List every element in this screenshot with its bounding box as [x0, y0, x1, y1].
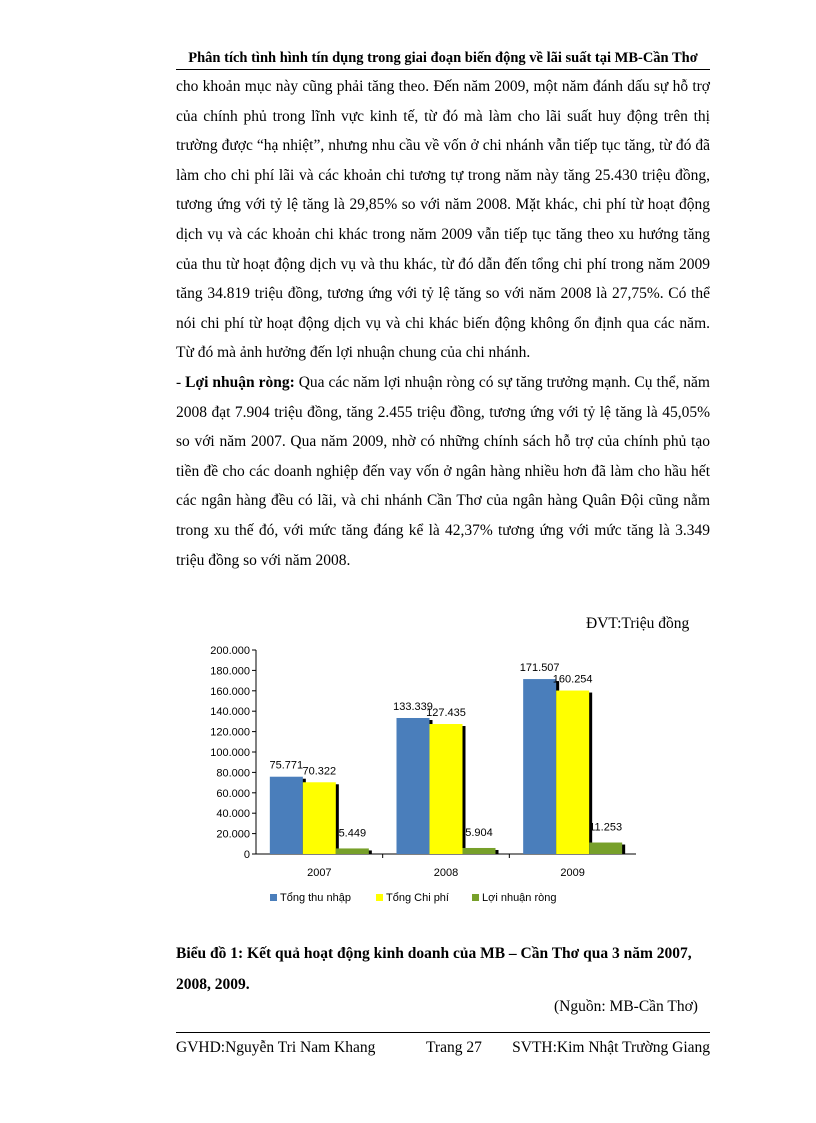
- y-tick-label: 0: [243, 849, 250, 861]
- caption-text: : Kết quả hoạt động kinh doanh của MB – Cần Thơ qua 3 năm 2007, 2008, 2009.: [176, 945, 692, 993]
- paragraph-1: cho khoản mục này cũng phải tăng theo. Đến năm 2009, một năm đánh dấu sự hỗ trợ của chính phủ trong lĩnh vực kinh tế, từ đó mà làm cho lãi suất huy động trên thị trường được “hạ nhiệt”, nhưng nhu cầu về vốn ở chi nhánh vẫn tiếp tục tăng, từ đó đã làm cho chi phí lãi và các khoản chi tương tự trong năm này tăng 25.430 triệu đồng, tương ứng với tỷ lệ tăng là 29,85% so với năm 2008. Mặt khác, chi phí từ hoạt động dịch vụ và các khoản chi khác trong năm 2009 vẫn tiếp tục tăng theo xu hướng tăng của thu từ hoạt động dịch vụ và thu khác, từ đó dẫn đến tổng chi phí trong năm 2009 tăng 34.819 triệu đồng, tương ứng với tỷ lệ tăng so với năm 2008 là 27,75%. Có thể nói chi phí từ hoạt động dịch vụ và chi khác biến động không ổn định qua các năm. Từ đó mà ảnh hưởng đến lợi nhuận chung của chi nhánh.: [176, 78, 710, 362]
- paragraph-2: [176, 368, 710, 575]
- x-tick-label: 2008: [433, 867, 459, 879]
- y-tick-label: 200.000: [210, 645, 250, 657]
- y-tick-label: 40.000: [216, 808, 250, 821]
- y-tick-label: 20.000: [216, 828, 250, 841]
- y-tick-label: 60.000: [216, 787, 250, 800]
- data-label: 127.435: [426, 707, 466, 720]
- data-label: 133.339: [393, 700, 433, 713]
- legend-swatch: [270, 894, 277, 901]
- page-header: [176, 50, 710, 70]
- legend-swatch: [376, 894, 383, 901]
- bar-total-income: [270, 777, 303, 854]
- x-tick-label: 2007: [307, 867, 332, 879]
- bar-net-profit: [463, 848, 496, 854]
- bar-net-profit: [336, 848, 369, 854]
- source-note: (Nguồn: MB-Cần Thơ): [554, 998, 698, 1015]
- caption-label: Biểu đồ 1: [176, 945, 239, 962]
- y-tick-label: 100.000: [210, 747, 250, 759]
- y-tick-label: 140.000: [210, 706, 250, 719]
- footer-student: SVTH:Kim Nhật Trường Giang: [512, 1039, 710, 1056]
- business-results-chart: [176, 636, 710, 916]
- y-tick-label: 160.000: [210, 685, 250, 698]
- legend-swatch: [472, 894, 479, 901]
- bar-total-cost: [556, 691, 589, 854]
- header-title: Phân tích tình hình tín dụng trong giai đoạn biến động về lãi suất tại MB-Cần Thơ: [188, 50, 698, 66]
- data-label: 5.449: [338, 827, 367, 840]
- bar-total-income: [397, 718, 430, 854]
- data-label: 160.254: [552, 673, 593, 686]
- footer-advisor: GVHD:Nguyễn Tri Nam Khang: [176, 1039, 376, 1056]
- legend-label: Tổng Chi phí: [386, 892, 449, 904]
- unit-label: ĐVT:Triệu đồng: [586, 615, 690, 632]
- x-tick-label: 2009: [560, 867, 585, 879]
- data-label: 171.507: [519, 662, 560, 675]
- footer-page-number: Trang 27: [426, 1039, 482, 1056]
- bar-total-cost: [303, 782, 336, 854]
- page-footer: [176, 1032, 710, 1061]
- y-tick-label: 80.000: [216, 767, 250, 780]
- bar-net-profit: [589, 843, 622, 854]
- paragraph-2-bold: Lợi nhuận ròng:: [185, 373, 295, 391]
- data-label: 70.322: [302, 765, 337, 778]
- legend-label: Tổng thu nhập: [280, 892, 351, 904]
- paragraph-2-rest: Qua các năm lợi nhuận ròng có sự tăng trưởng mạnh. Cụ thể, năm 2008 đạt 7.904 triệu đồng, tăng 2.455 triệu đồng, tương ứng với tỷ lệ tăng là 45,05% so với năm 2007. Qua năm 2009, nhờ có những chính sách hỗ trợ của chính phủ tạo tiền đề cho các doanh nghiệp đến vay vốn ở ngân hàng nhiều hơn đã làm cho hầu hết các ngân hàng đều có lãi, và chi nhánh Cần Thơ của ngân hàng Quân Đội cũng nằm trong xu thế đó, với mức tăng đáng kể là 42,37% tương ứng với mức tăng là 3.349 triệu đồng so với năm 2008.: [176, 373, 710, 569]
- chart-caption: [176, 938, 710, 1000]
- bar-total-income: [523, 679, 556, 854]
- legend-label: Lợi nhuận ròng: [482, 892, 557, 904]
- paragraph-2-prefix: -: [176, 373, 186, 391]
- y-tick-label: 180.000: [210, 665, 250, 678]
- data-label: 75.771: [269, 759, 304, 772]
- data-label: 5.904: [465, 826, 493, 839]
- bar-total-cost: [430, 724, 463, 854]
- body-text: [176, 72, 710, 575]
- data-label: 11.253: [589, 821, 623, 834]
- y-tick-label: 120.000: [210, 726, 250, 739]
